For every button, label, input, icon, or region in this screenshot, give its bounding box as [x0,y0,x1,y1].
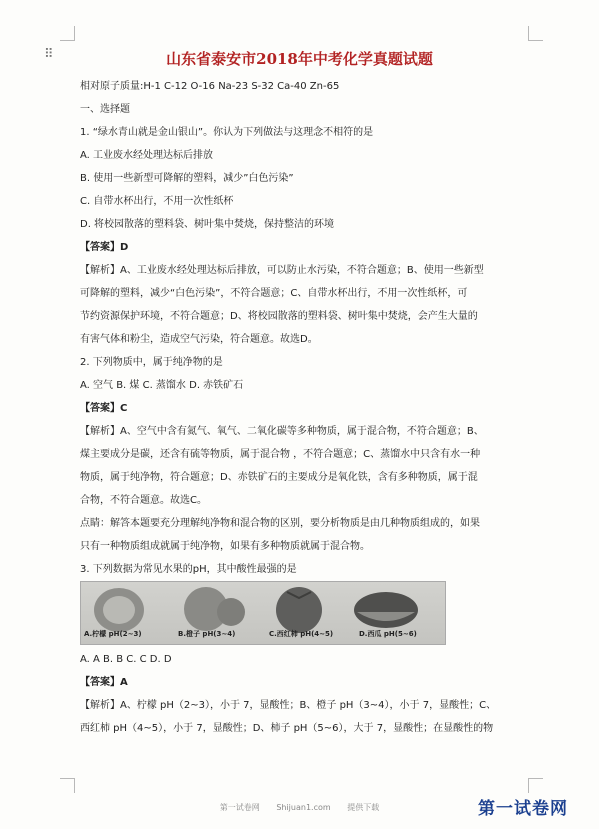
question-2-analysis-line: 物质，属于纯净物，符合题意；D、赤铁矿石的主要成分是氧化铁，含有多种物质，属于混 [80,472,478,483]
question-2-analysis-line: 煤主要成分是碳，还含有硫等物质，属于混合物 ，不符合题意；C、蒸馏水中只含有水一种 [80,449,481,460]
fruit-caption-c: C.西红柿 pH(4~5) [269,630,334,638]
question-1-stem: 1. “绿水青山就是金山银山”。你认为下列做法与这理念不相符的是 [80,127,374,138]
question-1-option-d: D. 将校园散落的塑料袋、树叶集中焚烧，保持整洁的环境 [80,219,335,230]
fruit-caption-a: A.柠檬 pH(2~3) [84,630,142,638]
question-1-option-c: C. 自带水杯出行，不用一次性纸杯 [80,196,234,207]
question-2-options: A. 空气 B. 煤 C. 蒸馏水 D. 赤铁矿石 [80,380,244,391]
atomic-masses-line: 相对原子质量:H-1 C-12 O-16 Na-23 S-32 Ca-40 Zn-65 [80,81,340,92]
question-3-analysis-line: 【解析】A、柠檬 pH（2~3），小于 7，显酸性；B、橙子 pH（3~4），小于 7，显酸性；C、 [80,700,497,711]
question-2-note-line: 点睛：解答本题要充分理解纯净物和混合物的区别，要分析物质是由几种物质组成的，如果 [80,518,480,529]
document-body [80,80,530,736]
question-2-analysis-line: 【解析】A、空气中含有氮气、氧气、二氧化碳等多种物质，属于混合物，不符合题意；B、 [80,426,484,437]
fruit-photo [80,581,446,645]
watermelon-icon [354,592,418,628]
question-1-analysis-line: 可降解的塑料，减少“白色污染”，不符合题意；C、自带水杯出行，不用一次性纸杯，可 [80,288,468,299]
question-2-answer: 【答案】C [80,403,128,414]
corner-mark-top-right [528,26,543,41]
lemon-slice-icon [103,596,135,624]
question-3-analysis-line: 西红柿 pH（4~5），小于 7，显酸性；D、柿子 pH（5~6），大于 7，显酸性；在显酸性的物 [80,723,494,734]
question-1-option-b: B. 使用一些新型可降解的塑料，减少”白色污染” [80,173,294,184]
question-2-stem: 2. 下列物质中，属于纯净物的是 [80,357,223,368]
question-2-analysis-line: 合物，不符合题意。故选C。 [80,495,207,506]
corner-mark-bottom-right [528,778,543,793]
brand-logo: 第一试卷网 [478,799,568,819]
footer-right: 提供下载 [347,803,380,812]
question-1-analysis-line: 有害气体和粉尘，造成空气污染，符合题意。故选D。 [80,334,318,345]
question-3-answer: 【答案】A [80,677,128,688]
question-1-analysis-line: 【解析】A、工业废水经处理达标后排放，可以防止水污染，不符合题意；B、使用一些新型 [80,265,484,276]
question-1-analysis-line: 节约资源保护环境，不符合题意；D、将校园散落的塑料袋、树叶集中焚烧，会产生大量的 [80,311,478,322]
question-3-stem: 3. 下列数据为常见水果的pH，其中酸性最强的是 [80,564,297,575]
fruit-caption-b: B.橙子 pH(3~4) [178,630,236,638]
orange-small-icon [217,598,245,626]
fruit-caption-d: D.西瓜 pH(5~6) [359,630,417,638]
question-3-options: A. A B. B C. C D. D [80,654,172,665]
footer-left: 第一试卷网 [219,803,260,812]
question-1-option-a: A. 工业废水经处理达标后排放 [80,150,214,161]
footer-center[interactable]: Shijuan1.com [276,803,331,812]
question-1-answer: 【答案】D [80,242,129,253]
question-2-note-line: 只有一种物质组成就属于纯净物，如果有多种物质就属于混合物。 [80,541,370,552]
page-title: 山东省泰安市2018年中考化学真题试题 [166,50,433,68]
section-heading: 一、选择题 [80,104,130,115]
corner-mark-top-left [60,26,75,41]
corner-mark-bottom-left [60,778,75,793]
drag-handle-icon[interactable]: ⠿ [44,47,53,62]
